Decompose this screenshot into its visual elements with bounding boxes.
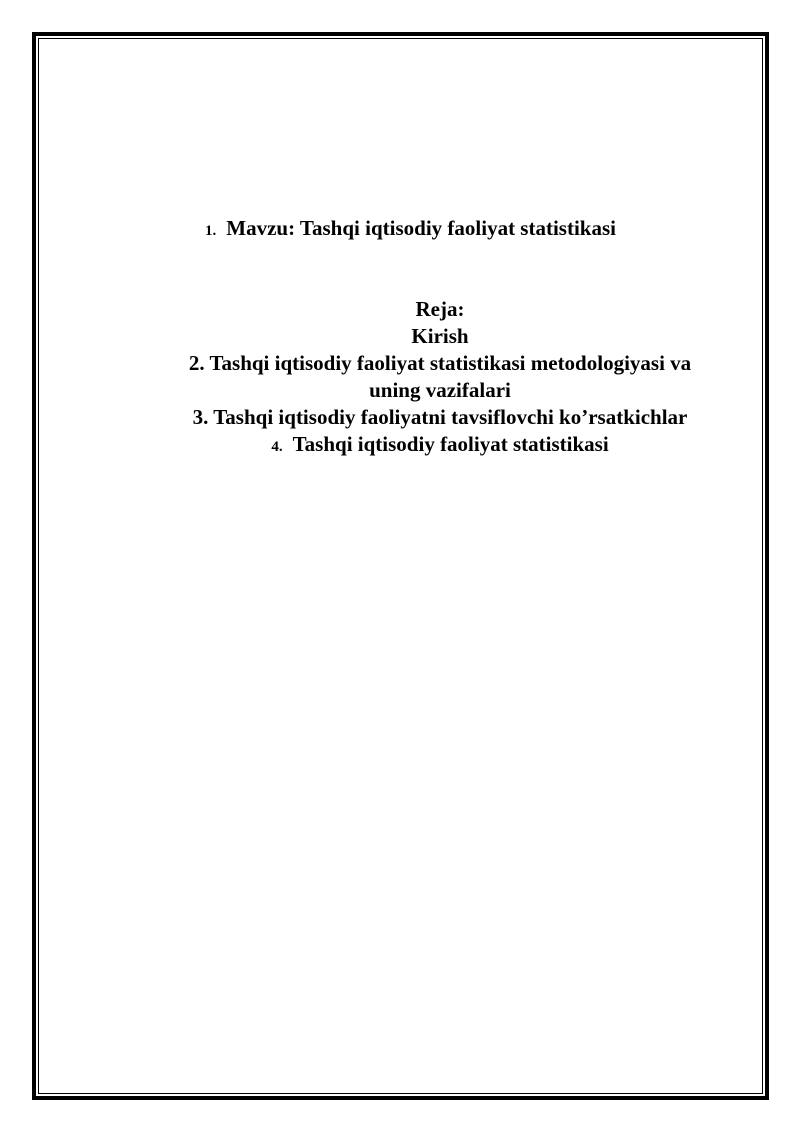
plan-item-2-line-1: 2. Tashqi iqtisodiy faoliyat statistikasi metodologiyasi va [188,351,692,375]
topic-number: 1. [205,223,217,239]
plan-item-intro: Kirish [411,324,469,348]
plan-item-4-text: Tashqi iqtisodiy faoliyat statistikasi [292,432,609,456]
plan-item-4 [0,431,800,461]
plan-item-3: 3. Tashqi iqtisodiy faoliyatni tavsiflovchi ko’rsatkichlar [192,405,688,429]
topic-text: Mavzu: Tashqi iqtisodiy faoliyat statistikasi [226,216,616,240]
plan-section [0,296,800,461]
page-border-inner [38,38,763,1094]
plan-title: Reja: [415,297,465,321]
topic-heading [205,215,616,244]
plan-item-4-number: 4. [271,439,283,455]
plan-item-2-line-2: uning vazifalari [369,378,511,402]
